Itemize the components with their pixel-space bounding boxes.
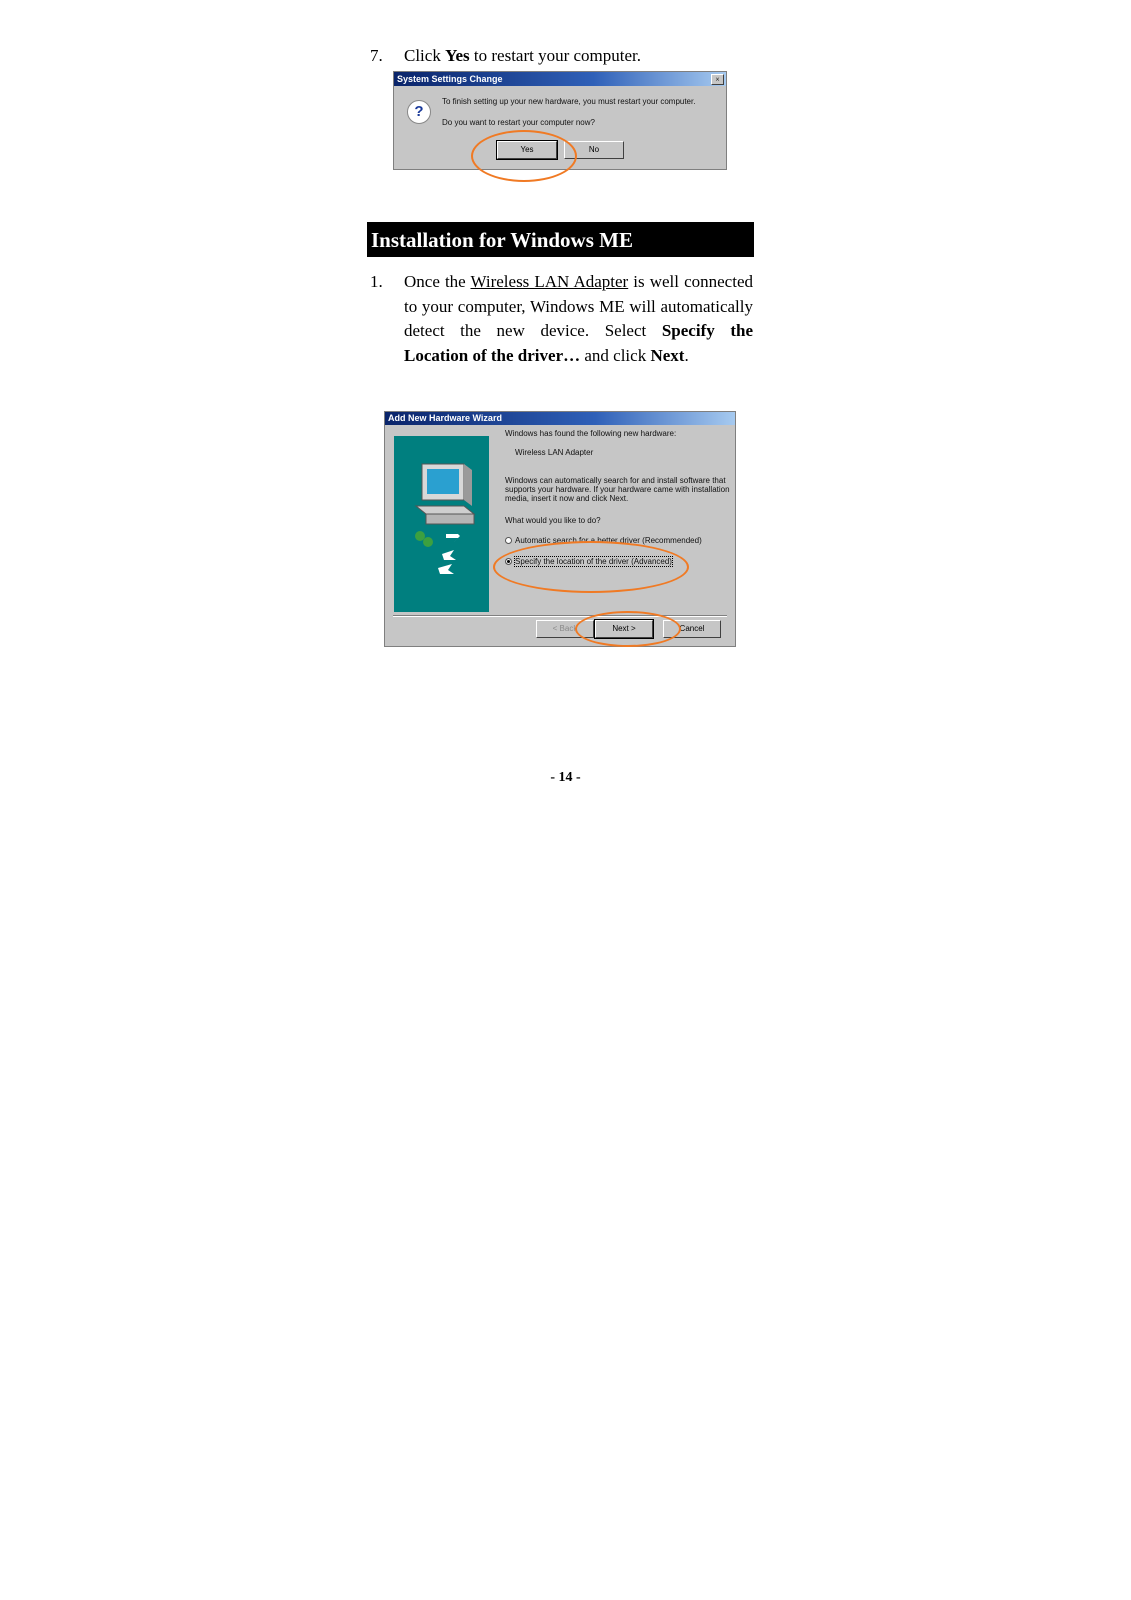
bold-next: Next — [650, 345, 685, 365]
dialog-message-2: Do you want to restart your computer now? — [442, 118, 595, 127]
page-number: - 14 - — [550, 770, 581, 785]
close-icon[interactable]: × — [711, 74, 724, 85]
computer-icon — [394, 436, 489, 612]
yes-button[interactable]: Yes — [497, 141, 557, 159]
add-new-hardware-wizard-dialog — [384, 411, 736, 647]
wireless-lan-adapter-link: Wireless LAN Adapter — [470, 272, 629, 291]
section-heading: Installation for Windows ME — [367, 222, 754, 257]
next-button[interactable]: Next > — [595, 620, 653, 638]
text-fragment: is well connected to your computer, Windows ME will automatically detect the new device. Select — [404, 272, 753, 340]
found-hardware-text: Windows has found the following new hardware: — [505, 429, 677, 438]
wizard-side-panel — [394, 436, 489, 612]
question-icon: ? — [407, 100, 431, 124]
cancel-button[interactable]: Cancel — [663, 620, 721, 638]
step-text: Click — [404, 46, 446, 65]
bold-specify-location: Specify the Location of the driver… — [404, 321, 753, 365]
desc-line-1: Windows can automatically search for and install software that — [505, 476, 726, 485]
step-1-text — [404, 270, 753, 368]
desc-line-2: supports your hardware. If your hardware came with installation — [505, 485, 730, 494]
highlight-ring-next — [575, 611, 681, 647]
radio-label: Specify the location of the driver (Advanced) — [515, 557, 672, 566]
button-separator — [393, 615, 727, 617]
no-button[interactable]: No — [564, 141, 624, 159]
step-number: 1. — [370, 272, 383, 291]
text-fragment: . — [684, 345, 689, 365]
radio-label: Automatic search for a better driver (Recommended) — [515, 536, 702, 545]
highlight-ring-specify-option — [493, 541, 689, 593]
desc-line-3: media, insert it now and click Next. — [505, 494, 629, 503]
dialog-title: System Settings Change — [394, 72, 726, 86]
step-number: 7. — [370, 46, 383, 65]
step-1-instruction — [370, 270, 753, 368]
device-name: Wireless LAN Adapter — [515, 448, 594, 457]
text-fragment: Once the — [404, 272, 471, 291]
back-button[interactable]: < Back — [536, 620, 594, 638]
radio-icon — [505, 537, 512, 544]
dialog-message-1: To finish setting up your new hardware, you must restart your computer. — [442, 97, 696, 106]
wizard-title: Add New Hardware Wizard — [385, 412, 735, 425]
step-7-instruction — [370, 46, 641, 66]
step-text-after: to restart your computer. — [469, 46, 642, 65]
highlight-ring-yes — [471, 130, 577, 182]
text-fragment: and click — [580, 345, 651, 365]
step-bold-yes: Yes — [445, 46, 470, 65]
question-text: What would you like to do? — [505, 516, 601, 525]
